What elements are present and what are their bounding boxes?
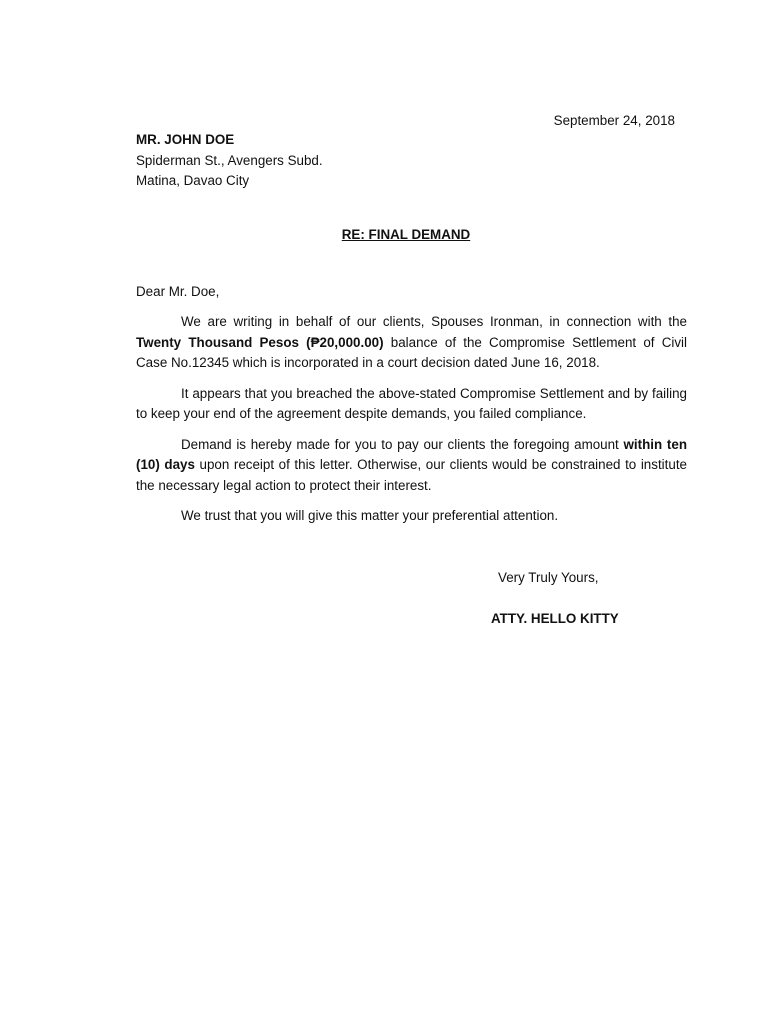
recipient-address-line-1: Spiderman St., Avengers Subd. — [136, 152, 323, 168]
paragraph-1-amount: Twenty Thousand Pesos (₱20,000.00) — [136, 334, 384, 350]
paragraph-3-text-b: upon receipt of this letter. Otherwise, our clients would be constrained to institute the necessary legal action to protect their interest. — [136, 457, 687, 493]
recipient-block — [136, 130, 323, 192]
subject-line: RE: FINAL DEMAND — [341, 227, 471, 242]
paragraph-1-text-b: balance of the Compromise Settlement of Civil Case No.12345 which is incorporated in a court decision dated June 16, 2018. — [136, 334, 688, 370]
letter-body — [136, 312, 687, 537]
recipient-address-line-2: Matina, Davao City — [136, 173, 250, 188]
closing: Very Truly Yours, — [498, 570, 599, 585]
paragraph-3-text-a: Demand is hereby made for you to pay our clients the foregoing amount — [181, 436, 624, 452]
paragraph-1 — [136, 312, 687, 374]
salutation: Dear Mr. Doe, — [136, 284, 220, 299]
paragraph-1-text-a: We are writing in behalf of our clients, Spouses Ironman, in connection with the — [181, 314, 687, 329]
paragraph-2: It appears that you breached the above-stated Compromise Settlement and by failing to keep your end of the agreement despite demands, you failed compliance. — [136, 385, 687, 421]
paragraph-3 — [136, 435, 687, 497]
recipient-name: MR. JOHN DOE — [136, 132, 235, 147]
signatory: ATTY. HELLO KITTY — [491, 611, 619, 626]
letter-date: September 24, 2018 — [553, 113, 675, 128]
paragraph-3-deadline: within ten (10) days — [136, 436, 687, 472]
paragraph-4: We trust that you will give this matter your preferential attention. — [181, 508, 559, 523]
